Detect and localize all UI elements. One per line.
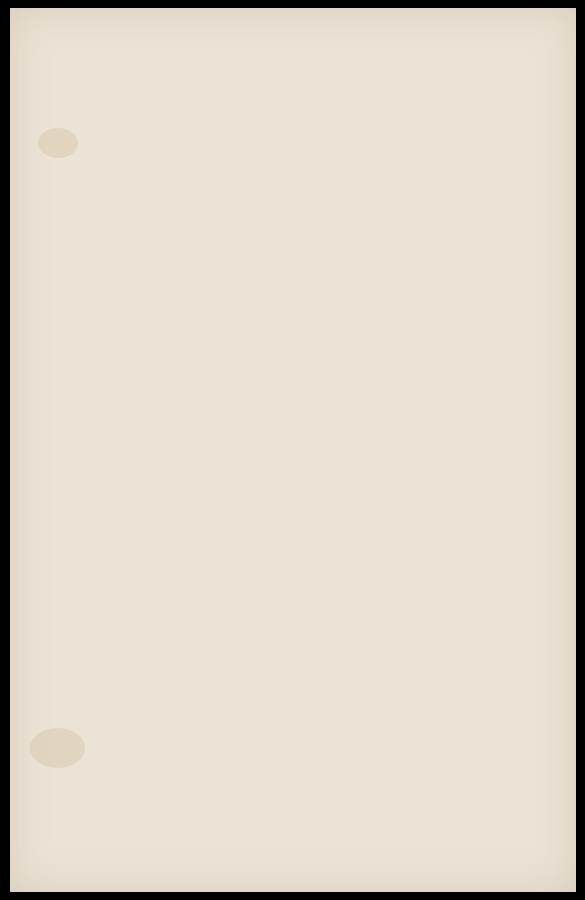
paper-stain: [30, 728, 85, 768]
book-page: [10, 8, 576, 892]
paper-stain: [38, 128, 78, 158]
